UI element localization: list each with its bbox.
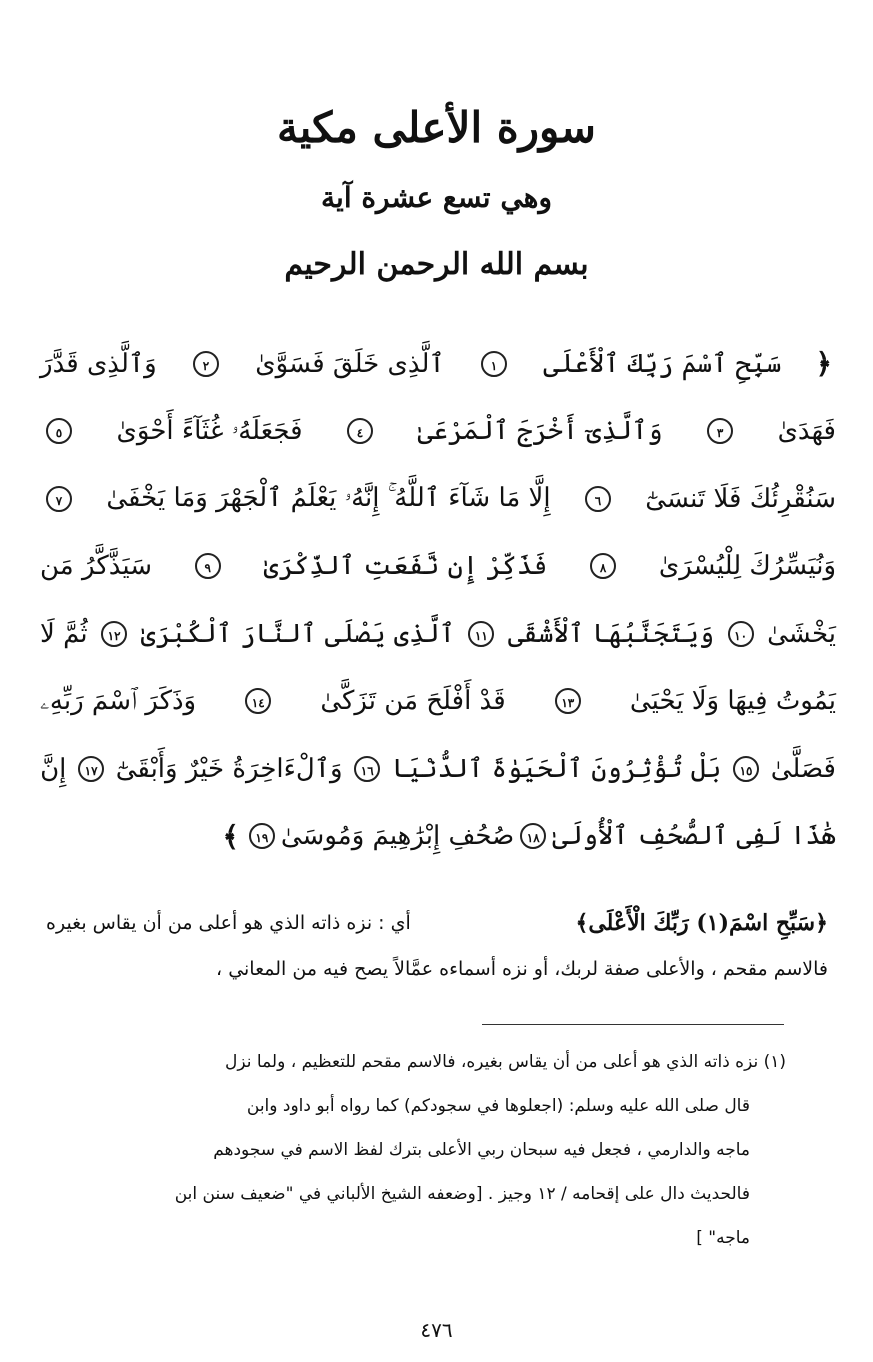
quran-segment: فَهَدَىٰ bbox=[777, 416, 836, 447]
quran-segment: ثُمَّ لَا bbox=[40, 618, 88, 649]
quran-segment: فَجَعَلَهُۥ غُثَآءً أَحْوَىٰ bbox=[116, 415, 303, 446]
quran-segment: يَخْشَىٰ bbox=[767, 618, 836, 649]
quran-segment: سَبِّحِ ٱسْمَ رَبِّكَ ٱلْأَعْلَى bbox=[543, 348, 782, 379]
quran-segment: سَنُقْرِئُكَ فَلَا تَنسَىٰٓ bbox=[645, 483, 836, 514]
quran-line bbox=[40, 600, 836, 668]
surah-subtitle: وهي تسع عشرة آية bbox=[321, 181, 552, 214]
ayah-number-marker: ٣ bbox=[707, 418, 733, 444]
ayah-number-marker: ٥ bbox=[46, 418, 72, 444]
ayah-number-marker: ١٠ bbox=[728, 621, 754, 647]
quran-line bbox=[40, 330, 836, 398]
tafsir-line bbox=[46, 946, 828, 992]
quran-line bbox=[40, 533, 836, 601]
tafsir-text: فالاسم مقحم ، والأعلى صفة لربك، أو نزه أسماءه عمَّالاً يصح فيه من المعاني ، bbox=[216, 958, 828, 980]
quran-segment: وَيَتَجَنَّبُهَا ٱلْأَشْقَى bbox=[507, 618, 715, 649]
ayah-number-marker: ١١ bbox=[468, 621, 494, 647]
quran-segment: وَنُيَسِّرُكَ لِلْيُسْرَىٰ bbox=[658, 551, 836, 582]
ayah-number-marker: ١٤ bbox=[245, 688, 271, 714]
quran-segment: فَصَلَّىٰ bbox=[770, 753, 836, 784]
footnote-line: (١) نزه ذاته الذي هو أعلى من أن يقاس بغيره، فالاسم مقحم للتعظيم ، ولما نزل bbox=[225, 1052, 786, 1072]
ayah-number-marker: ٢ bbox=[193, 351, 219, 377]
footnote-line: ماجه" ] bbox=[696, 1228, 750, 1248]
quran-segment: ﴿ bbox=[815, 347, 832, 381]
ayah-number-marker: ٩ bbox=[195, 553, 221, 579]
tafsir-verse-quote: ﴿سَبِّحِ اسْمَ(١) رَبِّكَ الْأَعْلَى﴾ bbox=[575, 910, 828, 936]
tafsir-text: أي : نزه ذاته الذي هو أعلى من أن يقاس بغيره bbox=[46, 912, 411, 934]
tafsir-line bbox=[46, 900, 828, 946]
quran-segment: ٱلَّذِى يَصْلَى ٱلنَّارَ ٱلْكُبْرَىٰ bbox=[140, 618, 455, 649]
quran-segment: بَلْ تُؤْثِرُونَ ٱلْحَيَوٰةَ ٱلدُّنْيَا bbox=[391, 753, 722, 784]
ayah-number-marker: ٨ bbox=[590, 553, 616, 579]
ayah-number-marker: ١ bbox=[481, 351, 507, 377]
ayah-number-marker: ١٩ bbox=[249, 823, 275, 849]
quran-line bbox=[40, 465, 836, 533]
ayah-number-marker: ١٥ bbox=[733, 756, 759, 782]
quran-segment: صُحُفِ إِبْرَٰهِيمَ وَمُوسَىٰ bbox=[280, 821, 515, 852]
quran-segment: وَٱلَّذِىٓ أَخْرَجَ ٱلْمَرْعَىٰ bbox=[417, 416, 663, 447]
quran-segment: وَٱلَّذِى قَدَّرَ bbox=[40, 348, 157, 379]
quran-segment: إِنَّ bbox=[40, 753, 67, 784]
basmala: بسم الله الرحمن الرحيم bbox=[284, 247, 589, 282]
ayah-number-marker: ٦ bbox=[585, 486, 611, 512]
ayah-number-marker: ١٦ bbox=[354, 756, 380, 782]
quran-segment: هَٰذَا لَفِى ٱلصُّحُفِ ٱلْأُولَىٰ bbox=[552, 821, 836, 852]
quran-segment: يَمُوتُ فِيهَا وَلَا يَحْيَىٰ bbox=[629, 686, 836, 717]
quran-segment: قَدْ أَفْلَحَ مَن تَزَكَّىٰ bbox=[320, 686, 506, 717]
footnote-line: فالحديث دال على إقحامه / ١٢ وجيز . [وضعفه الشيخ الألباني في "ضعيف سنن ابن bbox=[174, 1184, 750, 1204]
ayah-number-marker: ١٨ bbox=[520, 823, 546, 849]
quran-line bbox=[40, 803, 836, 871]
quran-segment: وَذَكَرَ ٱسْمَ رَبِّهِۦ bbox=[40, 685, 197, 716]
ayah-number-marker: ٧ bbox=[46, 486, 72, 512]
quran-segment: فَذَكِّرْ إِن نَّفَعَتِ ٱلذِّكْرَىٰ bbox=[263, 551, 548, 582]
ayah-number-marker: ١٢ bbox=[101, 621, 127, 647]
quran-line bbox=[40, 398, 836, 466]
quran-segment: إِلَّا مَا شَآءَ ٱللَّهُ ۚ إِنَّهُۥ يَعْلَمُ ٱلْجَهْرَ وَمَا يَخْفَىٰ bbox=[106, 483, 551, 514]
quran-segment: وَٱلْءَاخِرَةُ خَيْرٌ وَأَبْقَىٰٓ bbox=[115, 753, 343, 784]
quran-text-block bbox=[40, 330, 836, 870]
quran-line bbox=[40, 735, 836, 803]
footnote-line: قال صلى الله عليه وسلم: (اجعلوها في سجودكم) كما رواه أبو داود وابن bbox=[246, 1096, 750, 1116]
footnote-line: ماجه والدارمي ، فجعل فيه سبحان ربي الأعلى بترك لفظ الاسم في سجودهم bbox=[213, 1140, 750, 1160]
footnotes-block bbox=[46, 1040, 786, 1260]
ayah-number-marker: ٤ bbox=[347, 418, 373, 444]
quran-line bbox=[40, 668, 836, 736]
tafsir-block bbox=[46, 900, 828, 992]
quran-segment: ﴾ bbox=[222, 819, 239, 853]
quran-segment: ٱلَّذِى خَلَقَ فَسَوَّىٰ bbox=[255, 348, 445, 379]
footnote-divider bbox=[482, 1024, 784, 1025]
quran-segment: سَيَذَّكَّرُ مَن bbox=[40, 551, 153, 582]
ayah-number-marker: ١٧ bbox=[78, 756, 104, 782]
ayah-number-marker: ١٣ bbox=[555, 688, 581, 714]
page-number: ٤٧٦ bbox=[420, 1318, 453, 1342]
surah-title: سورة الأعلى مكية bbox=[277, 103, 596, 152]
